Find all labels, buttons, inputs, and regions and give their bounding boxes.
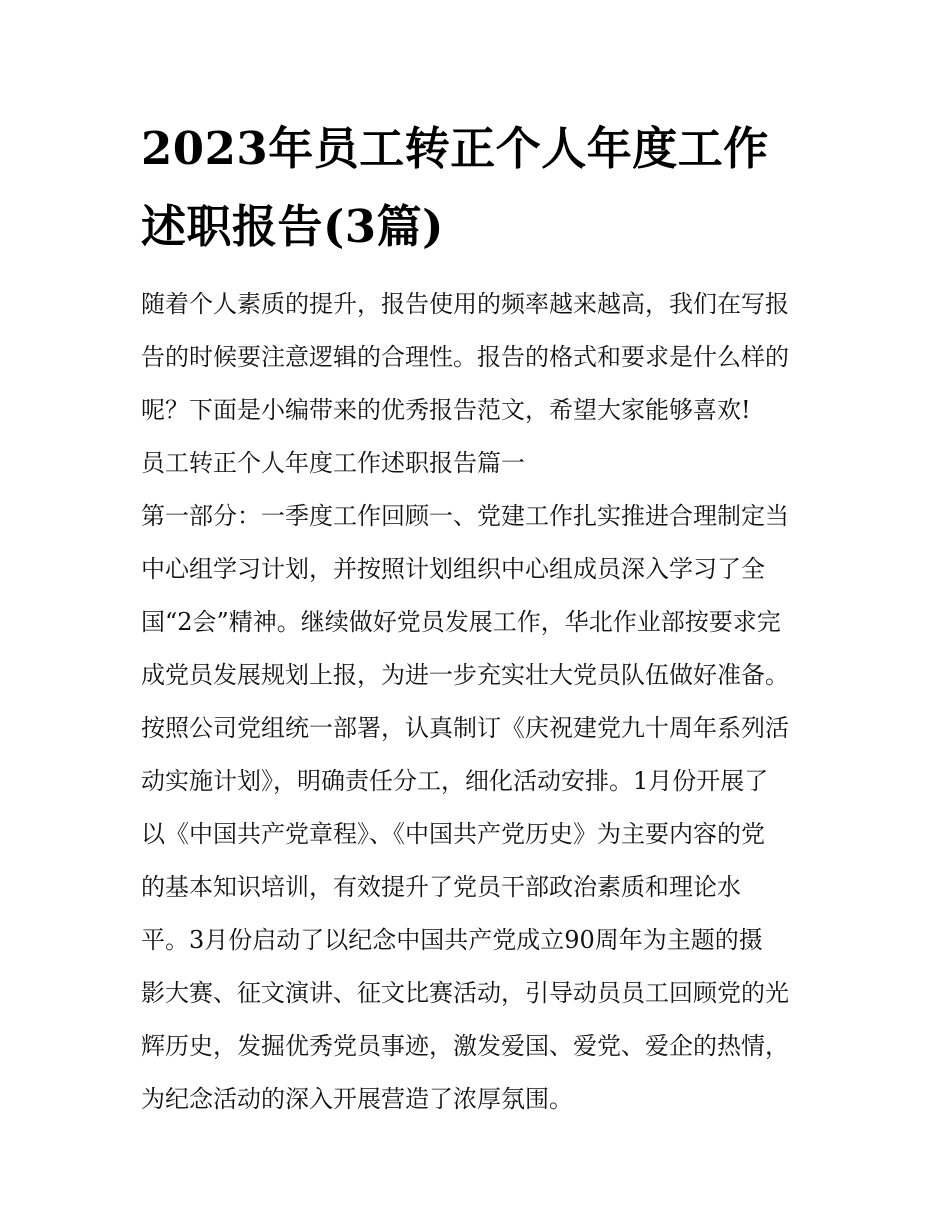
- body-line: 国“2会”精神。继续做好党员发展工作，华北作业部按要求完: [141, 608, 781, 636]
- title-line-1: 2023年员工转正个人年度工作: [141, 122, 769, 175]
- body-line: 影大赛、征文演讲、征文比赛活动，引导动员员工回顾党的光: [141, 979, 789, 1007]
- body-line: 按照公司党组统一部署，认真制订《庆祝建党九十周年系列活: [141, 714, 789, 742]
- body-line: 第一部分：一季度工作回顾一、党建工作扎实推进合理制定当: [141, 502, 789, 530]
- body-line: 为纪念活动的深入开展营造了浓厚氛围。: [141, 1085, 573, 1113]
- body-line: 呢？下面是小编带来的优秀报告范文，希望大家能够喜欢!: [141, 396, 751, 424]
- body-line: 的基本知识培训，有效提升了党员干部政治素质和理论水: [141, 873, 741, 901]
- body-line: 平。3月份启动了以纪念中国共产党成立90周年为主题的摄: [141, 926, 763, 954]
- section-heading: 员工转正个人年度工作述职报告篇一: [141, 449, 525, 477]
- body-line: 告的时候要注意逻辑的合理性。报告的格式和要求是什么样的: [141, 343, 789, 371]
- body-line: 随着个人素质的提升，报告使用的频率越来越高，我们在写报: [141, 290, 789, 318]
- document-body: [141, 278, 831, 1126]
- body-line: 辉历史，发掘优秀党员事迹，激发爱国、爱党、爱企的热情，: [141, 1032, 789, 1060]
- body-line: 动实施计划》，明确责任分工，细化活动安排。1月份开展了: [141, 767, 769, 795]
- body-line: 成党员发展规划上报，为进一步充实壮大党员队伍做好准备。: [141, 661, 789, 689]
- title-line-2: 述职报告(3篇): [141, 200, 444, 253]
- body-line: 中心组学习计划，并按照计划组织中心组成员深入学习了全: [141, 555, 765, 583]
- body-line: 以《中国共产党章程》、《中国共产党历史》为主要内容的党: [141, 820, 765, 848]
- page-title: [141, 110, 841, 266]
